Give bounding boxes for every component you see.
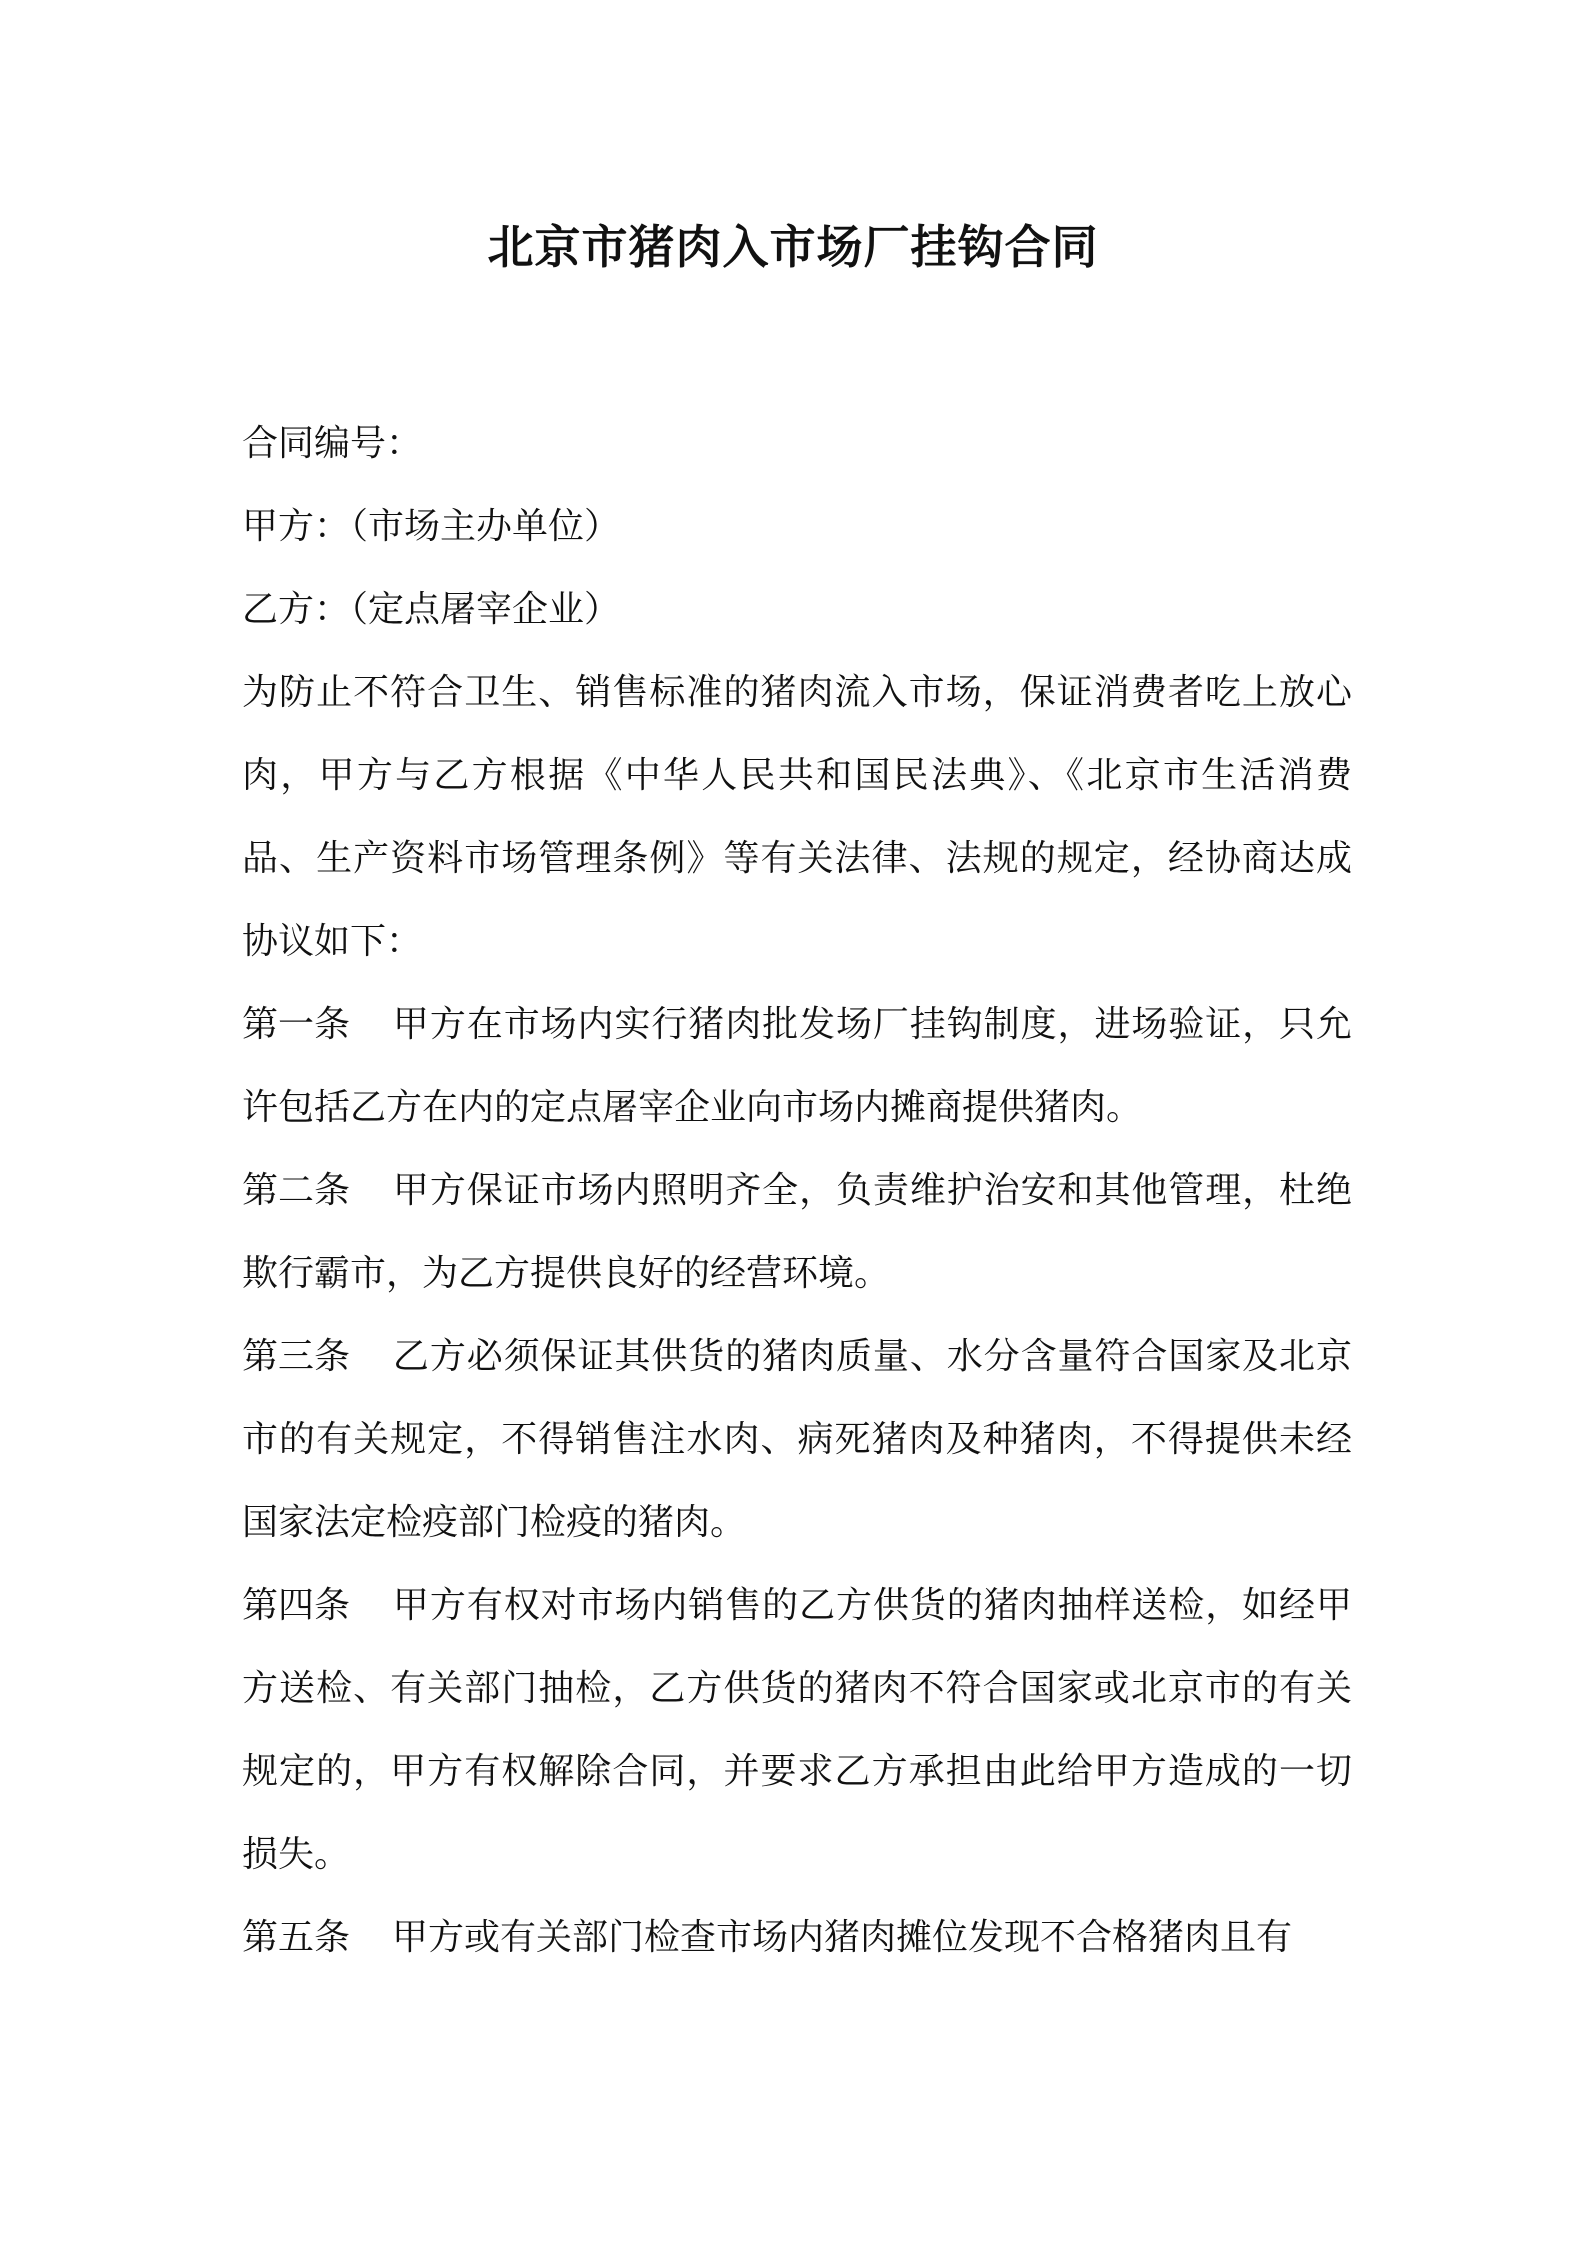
article-1-label: 第一条 bbox=[242, 1004, 351, 1045]
article-5-text: 甲方或有关部门检查市场内猪肉摊位发现不合格猪肉且有 bbox=[392, 1917, 1293, 1958]
article-3-label: 第三条 bbox=[242, 1336, 351, 1377]
article-4 bbox=[242, 1564, 1352, 1896]
article-2 bbox=[242, 1149, 1352, 1315]
article-3-text: 乙方必须保证其供货的猪肉质量、水分含量符合国家及北京市的有关规定，不得销售注水肉、病死猪肉及种猪肉，不得提供未经国家法定检疫部门检疫的猪肉。 bbox=[242, 1336, 1352, 1543]
contract-number-line: 合同编号： bbox=[242, 423, 423, 464]
document-title: 北京市猪肉入市场厂挂钩合同 bbox=[487, 220, 1099, 274]
article-3 bbox=[242, 1315, 1352, 1564]
article-2-label: 第二条 bbox=[242, 1170, 351, 1211]
article-4-label: 第四条 bbox=[242, 1585, 351, 1626]
article-2-text: 甲方保证市场内照明齐全，负责维护治安和其他管理，杜绝欺行霸市，为乙方提供良好的经营环境。 bbox=[242, 1170, 1352, 1294]
article-1-text: 甲方在市场内实行猪肉批发场厂挂钩制度，进场验证，只允许包括乙方在内的定点屠宰企业向市场内摊商提供猪肉。 bbox=[242, 1004, 1352, 1128]
document-body bbox=[242, 402, 1352, 1979]
article-5 bbox=[242, 1896, 1352, 1979]
preamble-paragraph: 为防止不符合卫生、销售标准的猪肉流入市场，保证消费者吃上放心肉，甲方与乙方根据《中华人民共和国民法典》、《北京市生活消费品、生产资料市场管理条例》等有关法律、法规的规定，经协商达成协议如下： bbox=[242, 672, 1352, 962]
party-b-line: 乙方：（定点屠宰企业） bbox=[242, 589, 621, 630]
article-5-label: 第五条 bbox=[242, 1917, 351, 1958]
party-a-line: 甲方：（市场主办单位） bbox=[242, 506, 621, 547]
article-4-text: 甲方有权对市场内销售的乙方供货的猪肉抽样送检，如经甲方送检、有关部门抽检，乙方供货的猪肉不符合国家或北京市的有关规定的，甲方有权解除合同，并要求乙方承担由此给甲方造成的一切损失。 bbox=[242, 1585, 1352, 1875]
article-1 bbox=[242, 983, 1352, 1149]
